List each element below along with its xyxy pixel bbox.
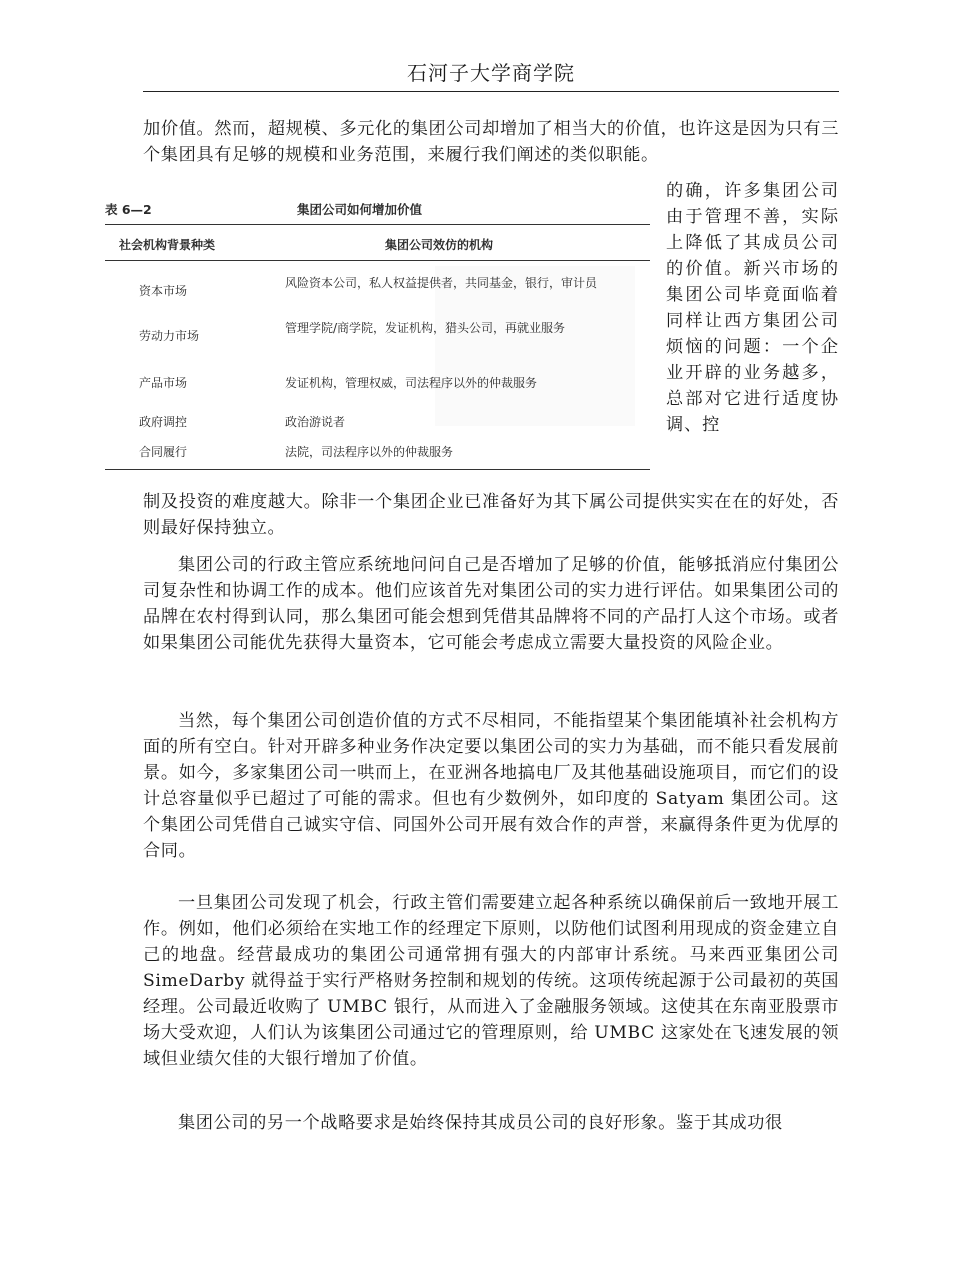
page-header: 石河子大学商学院 (407, 61, 575, 85)
intro-paragraph: 加价值。然而，超规模、多元化的集团公司却增加了相当大的价值，也许这是因为只有三个集团具有足够的规模和业务范围，来履行我们阐述的类似职能。 (143, 119, 839, 165)
table-bottom-rule (105, 469, 650, 470)
column-header-mechanism: 集团公司效仿的机构 (385, 238, 494, 252)
row-mechanisms: 政治游说者 (285, 415, 346, 429)
column-header-category: 社会机构背景种类 (119, 238, 216, 252)
row-mechanisms: 法院，司法程序以外的仲裁服务 (285, 445, 454, 459)
row-mechanisms: 风险资本公司，私人权益提供者，共同基金，银行，审计员 (285, 276, 598, 290)
body-paragraph: 集团公司的另一个战略要求是始终保持其成员公司的良好形象。鉴于其成功很 (178, 1113, 783, 1133)
row-mechanisms: 发证机构，管理权威，司法程序以外的仲裁服务 (285, 376, 538, 390)
body-paragraph: 集团公司的行政主管应系统地问问自己是否增加了足够的价值，能够抵消应付集团公司复杂性和协调工作的成本。他们应该首先对集团公司的实力进行评估。如果集团公司的品牌在农村得到认同，那么集团可能会想到凭借其品牌将不同的产品打人这个市场。或者如果集团公司能优先获得大量资本，它可能会考虑成立需要大量投资的风险企业。 (143, 555, 839, 653)
header-rule (143, 91, 839, 92)
table-number: 表 6—2 (105, 202, 152, 217)
table-title: 集团公司如何增加价值 (297, 202, 423, 217)
body-paragraph: 一旦集团公司发现了机会，行政主管们需要建立起各种系统以确保前后一致地开展工作。例如，他们必须给在实地工作的经理定下原则，以防他们试图利用现成的资金建立自己的地盘。经营最成功的集团公司通常拥有强大的内部审计系统。马来西亚集团公司 SimeDarby 就得益于实行严格财务控制和规划的传统。这项传统起源于公司最初的英国经理。公司最近收购了 UMBC 银行，从而进入了金融服务领域。这使其在东南亚股票市场大受欢迎，人们认为该集团公司通过它的管理原则，给 UMBC 这家处在飞速发展的领域但业绩欠佳的大银行增加了价值。 (143, 893, 839, 1069)
row-category: 资本市场 (139, 284, 188, 298)
row-category: 产品市场 (139, 376, 188, 390)
row-category: 劳动力市场 (139, 329, 200, 343)
table-figure (105, 196, 650, 478)
continuation-paragraph: 制及投资的难度越大。除非一个集团企业已准备好为其下属公司提供实实在在的好处，否则最好保持独立。 (143, 492, 839, 538)
row-mechanisms: 管理学院/商学院，发证机构，猎头公司，再就业服务 (285, 321, 566, 335)
row-category: 政府调控 (139, 415, 188, 429)
side-column-text: 的确，许多集团公司由于管理不善，实际上降低了其成员公司的价值。新兴市场的集团公司毕竟面临着同样让西方集团公司烦恼的问题：一个企业开辟的业务越多，总部对它进行适度协调、控 (666, 181, 839, 435)
table-header-rule (105, 260, 650, 261)
body-paragraph: 当然，每个集团公司创造价值的方式不尽相同，不能指望某个集团能填补社会机构方面的所有空白。针对开辟多种业务作决定要以集团公司的实力为基础，而不能只看发展前景。如今，多家集团公司一哄而上，在亚洲各地搞电厂及其他基础设施项目，而它们的设计总容量似乎已超过了可能的需求。但也有少数例外，如印度的 Satyam 集团公司。这个集团公司凭借自己诚实守信、同国外公司开展有效合作的声誉，来赢得条件更为优厚的合同。 (143, 711, 839, 861)
row-category: 合同履行 (139, 445, 188, 459)
table-top-rule (105, 224, 650, 225)
